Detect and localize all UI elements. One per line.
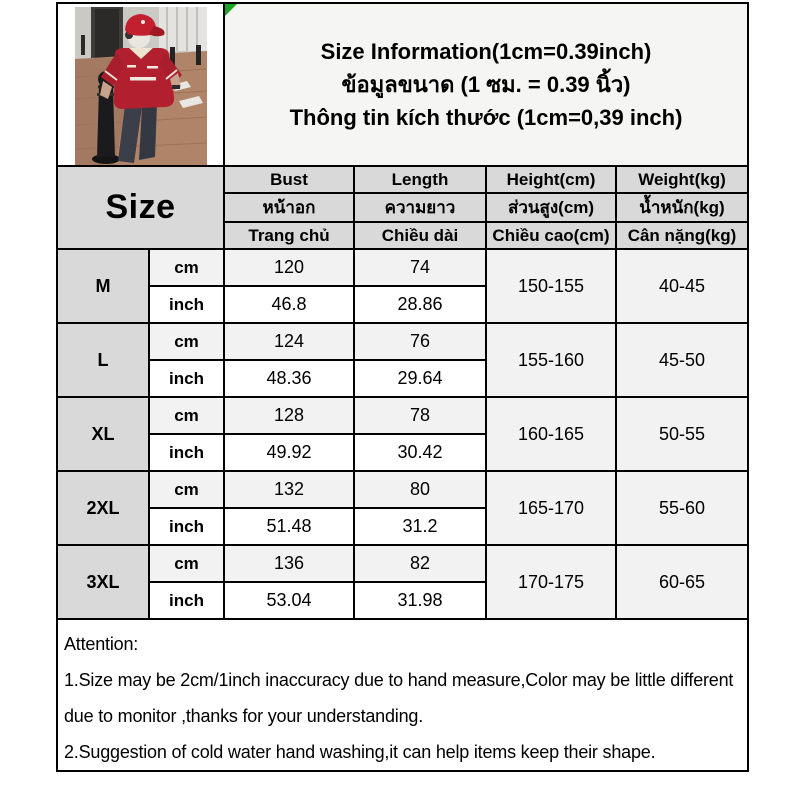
length-cm-value: 82 xyxy=(354,545,486,582)
weight-range-value: 55-60 xyxy=(616,471,748,545)
unit-cm-label: cm xyxy=(149,545,224,582)
unit-inch-label: inch xyxy=(149,508,224,545)
column-header-weight-en: Weight(kg) xyxy=(616,166,748,193)
title-vietnamese: Thông tin kích thước (1cm=0,39 inch) xyxy=(289,105,683,130)
unit-cm-label: cm xyxy=(149,397,224,434)
weight-range-value: 45-50 xyxy=(616,323,748,397)
column-header-weight-vi: Cân nặng(kg) xyxy=(616,222,748,249)
height-range-value: 165-170 xyxy=(486,471,616,545)
length-cm-value: 76 xyxy=(354,323,486,360)
unit-inch-label: inch xyxy=(149,360,224,397)
unit-inch-label: inch xyxy=(149,286,224,323)
column-header-bust-en: Bust xyxy=(224,166,354,193)
size-label-3xl: 3XL xyxy=(57,545,149,619)
height-range-value: 150-155 xyxy=(486,249,616,323)
green-corner-marker-icon xyxy=(225,4,237,16)
height-range-value: 155-160 xyxy=(486,323,616,397)
title-thai: ข้อมูลขนาด (1 ซม. = 0.39 นิ้ว) xyxy=(341,72,631,97)
bust-inch-value: 46.8 xyxy=(224,286,354,323)
column-header-length-vi: Chiều dài xyxy=(354,222,486,249)
attention-note-1a: 1.Size may be 2cm/1inch inaccuracy due to hand measure,Color may be little different xyxy=(64,670,734,690)
size-header-label: Size xyxy=(105,188,176,226)
photo-cell xyxy=(57,3,224,166)
column-header-weight-th: น้ำหนัก(kg) xyxy=(616,193,748,222)
length-inch-value: 31.98 xyxy=(354,582,486,619)
bust-cm-value: 136 xyxy=(224,545,354,582)
attention-heading: Attention: xyxy=(64,634,139,654)
title-english: Size Information(1cm=0.39inch) xyxy=(320,39,652,64)
attention-note-2: 2.Suggestion of cold water hand washing,it can help items keep their shape. xyxy=(64,742,656,762)
weight-range-value: 50-55 xyxy=(616,397,748,471)
bust-cm-value: 120 xyxy=(224,249,354,286)
column-header-bust-th: หน้าอก xyxy=(224,193,354,222)
column-header-length-th: ความยาว xyxy=(354,193,486,222)
length-inch-value: 28.86 xyxy=(354,286,486,323)
product-photo xyxy=(75,7,207,165)
size-label-l: L xyxy=(57,323,149,397)
unit-inch-label: inch xyxy=(149,434,224,471)
column-header-bust-vi: Trang chủ xyxy=(224,222,354,249)
unit-cm-label: cm xyxy=(149,471,224,508)
length-inch-value: 29.64 xyxy=(354,360,486,397)
column-header-height-vi: Chiều cao(cm) xyxy=(486,222,616,249)
size-label-xl: XL xyxy=(57,397,149,471)
unit-cm-label: cm xyxy=(149,249,224,286)
length-cm-value: 74 xyxy=(354,249,486,286)
weight-range-value: 60-65 xyxy=(616,545,748,619)
height-range-value: 160-165 xyxy=(486,397,616,471)
length-inch-value: 31.2 xyxy=(354,508,486,545)
bust-cm-value: 132 xyxy=(224,471,354,508)
height-range-value: 170-175 xyxy=(486,545,616,619)
bust-cm-value: 124 xyxy=(224,323,354,360)
weight-range-value: 40-45 xyxy=(616,249,748,323)
length-inch-value: 30.42 xyxy=(354,434,486,471)
column-header-height-en: Height(cm) xyxy=(486,166,616,193)
bust-inch-value: 53.04 xyxy=(224,582,354,619)
size-chart-table xyxy=(56,2,749,772)
bust-inch-value: 48.36 xyxy=(224,360,354,397)
size-label-2xl: 2XL xyxy=(57,471,149,545)
bust-inch-value: 51.48 xyxy=(224,508,354,545)
attention-note-1b: due to monitor ,thanks for your understanding. xyxy=(64,706,424,726)
title-cell xyxy=(224,3,748,166)
unit-cm-label: cm xyxy=(149,323,224,360)
length-cm-value: 78 xyxy=(354,397,486,434)
size-header-cell xyxy=(57,166,224,249)
bust-cm-value: 128 xyxy=(224,397,354,434)
column-header-height-th: ส่วนสูง(cm) xyxy=(486,193,616,222)
attention-section xyxy=(57,619,748,771)
unit-inch-label: inch xyxy=(149,582,224,619)
size-label-m: M xyxy=(57,249,149,323)
length-cm-value: 80 xyxy=(354,471,486,508)
column-header-length-en: Length xyxy=(354,166,486,193)
bust-inch-value: 49.92 xyxy=(224,434,354,471)
